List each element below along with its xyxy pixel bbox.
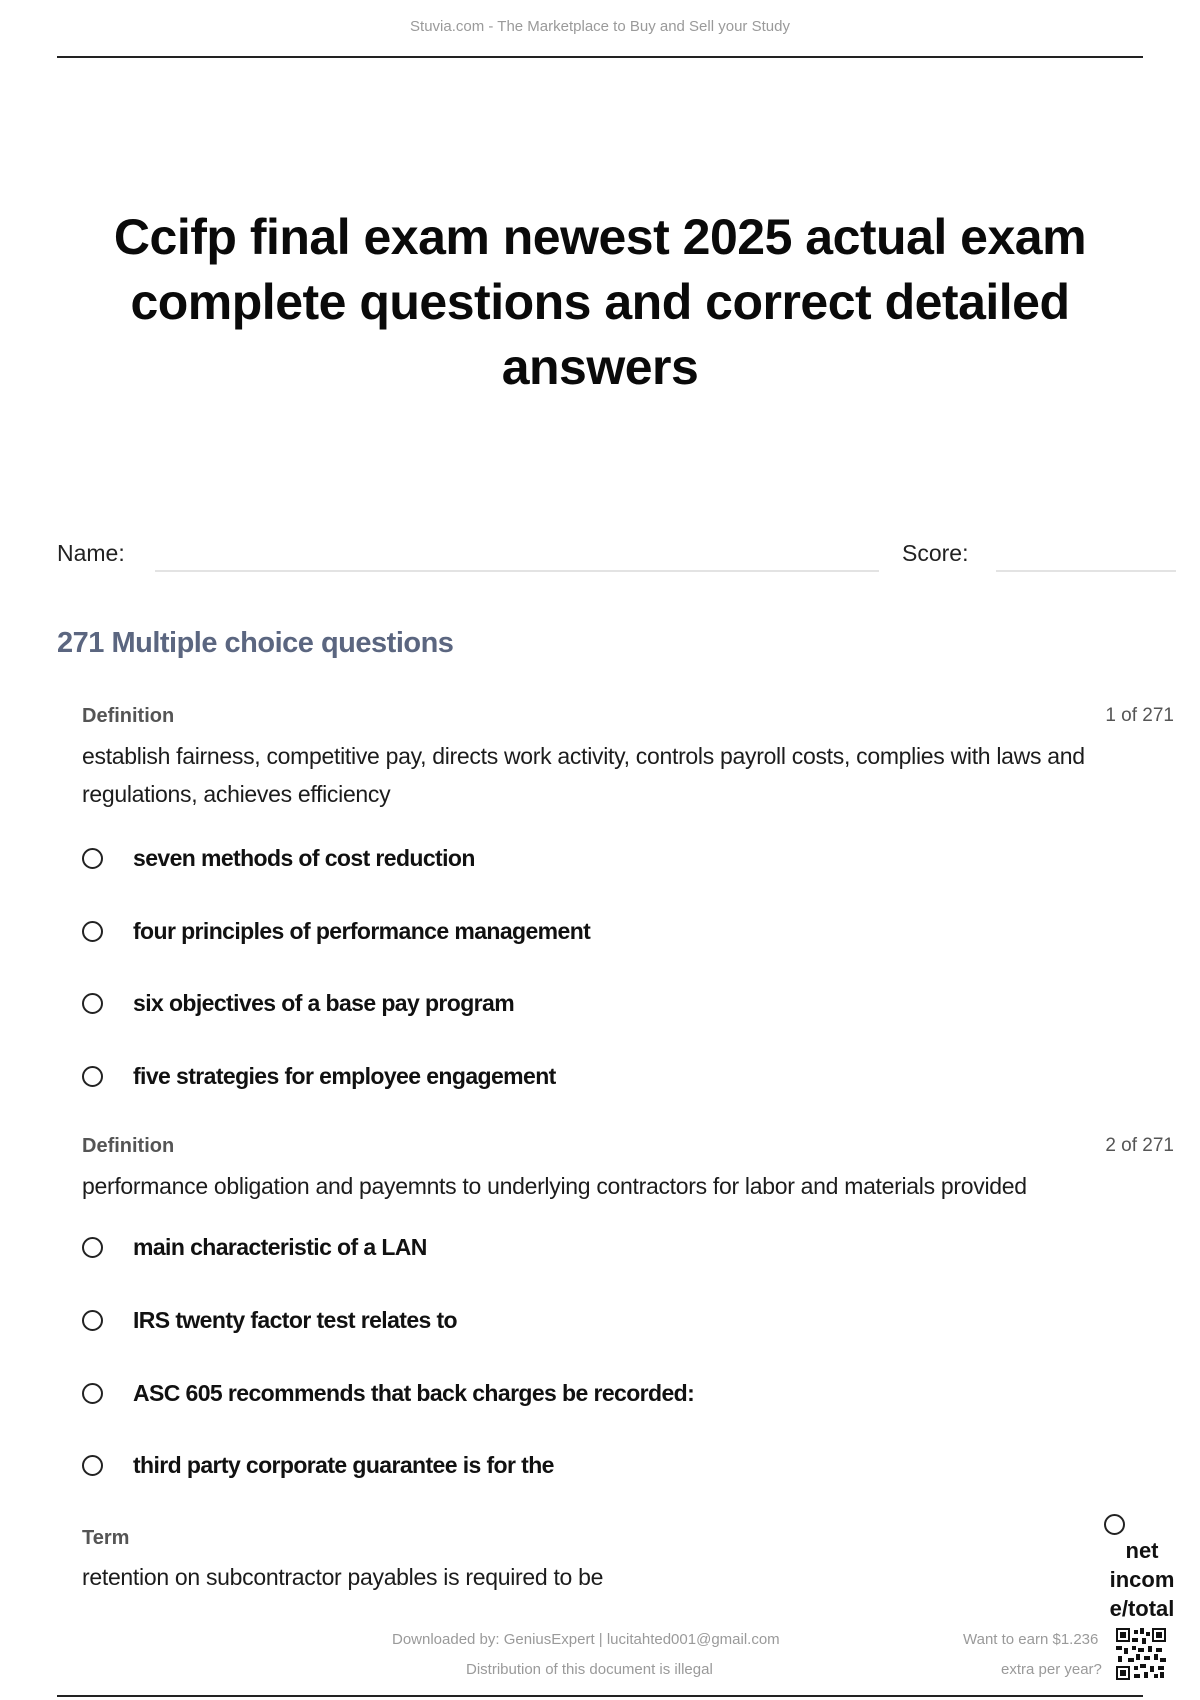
question-1-option-1[interactable] bbox=[82, 843, 475, 873]
radio-button-icon[interactable] bbox=[82, 1383, 103, 1404]
question-3-type: Term bbox=[82, 1527, 130, 1549]
earn-promo-line-1[interactable]: Want to earn $1.236 bbox=[963, 1631, 1099, 1648]
option-label: seven methods of cost reduction bbox=[133, 844, 475, 871]
qr-code-icon[interactable] bbox=[1116, 1628, 1166, 1680]
question-1-option-2[interactable] bbox=[82, 916, 590, 946]
name-field-line[interactable] bbox=[155, 570, 879, 572]
title-line-1: Ccifp final exam newest 2025 actual exam bbox=[113, 209, 1087, 265]
question-2-option-1[interactable] bbox=[82, 1232, 427, 1262]
footer-divider bbox=[57, 1695, 1143, 1697]
title-line-2: complete questions and correct detailed bbox=[130, 274, 1070, 330]
question-1-prompt: establish fairness, competitive pay, directs work activity, controls payroll costs, complies with laws and regulations, achieves efficiency bbox=[82, 743, 1085, 807]
question-3-prompt: retention on subcontractor payables is required to be bbox=[82, 1564, 604, 1590]
question-2-type: Definition bbox=[82, 1135, 175, 1157]
question-2-option-4[interactable] bbox=[82, 1450, 554, 1480]
name-label: Name: bbox=[57, 540, 125, 566]
radio-button-icon[interactable] bbox=[82, 921, 103, 942]
option-label: ASC 605 recommends that back charges be recorded: bbox=[133, 1379, 695, 1406]
radio-button-icon[interactable] bbox=[1104, 1514, 1125, 1535]
document-title bbox=[80, 205, 1120, 400]
downloaded-by-note: Downloaded by: GeniusExpert | lucitahted001@gmail.com bbox=[392, 1631, 780, 1648]
question-2-option-2[interactable] bbox=[82, 1305, 457, 1335]
question-1-option-3[interactable] bbox=[82, 988, 514, 1018]
title-line-3: answers bbox=[501, 339, 699, 395]
option-label: six objectives of a base pay program bbox=[133, 989, 515, 1016]
option-label: five strategies for employee engagement bbox=[133, 1062, 556, 1089]
question-1-counter: 1 of 271 bbox=[1105, 705, 1174, 726]
option-label: net incom e/total bbox=[1109, 1538, 1175, 1621]
option-label: third party corporate guarantee is for the bbox=[133, 1451, 554, 1478]
option-label: main characteristic of a LAN bbox=[133, 1233, 427, 1260]
question-1-option-4[interactable] bbox=[82, 1061, 556, 1091]
section-heading: 271 Multiple choice questions bbox=[57, 627, 454, 659]
radio-button-icon[interactable] bbox=[82, 848, 103, 869]
earn-promo-line-2[interactable]: extra per year? bbox=[1001, 1661, 1102, 1678]
radio-button-icon[interactable] bbox=[82, 1310, 103, 1331]
question-1-type: Definition bbox=[82, 705, 175, 727]
site-banner: Stuvia.com - The Marketplace to Buy and Sell your Study bbox=[410, 18, 790, 35]
header-divider bbox=[57, 56, 1143, 58]
radio-button-icon[interactable] bbox=[82, 1066, 103, 1087]
radio-button-icon[interactable] bbox=[82, 1237, 103, 1258]
question-2-counter: 2 of 271 bbox=[1105, 1135, 1174, 1156]
option-label: four principles of performance management bbox=[133, 917, 591, 944]
radio-button-icon[interactable] bbox=[82, 993, 103, 1014]
option-label: IRS twenty factor test relates to bbox=[133, 1306, 458, 1333]
score-label: Score: bbox=[902, 540, 969, 566]
distribution-notice: Distribution of this document is illegal bbox=[466, 1661, 713, 1678]
score-field-line[interactable] bbox=[996, 570, 1176, 572]
question-2-prompt: performance obligation and payemnts to underlying contractors for labor and materials provided bbox=[82, 1173, 1027, 1199]
radio-button-icon[interactable] bbox=[82, 1455, 103, 1476]
question-2-option-3[interactable] bbox=[82, 1378, 694, 1408]
